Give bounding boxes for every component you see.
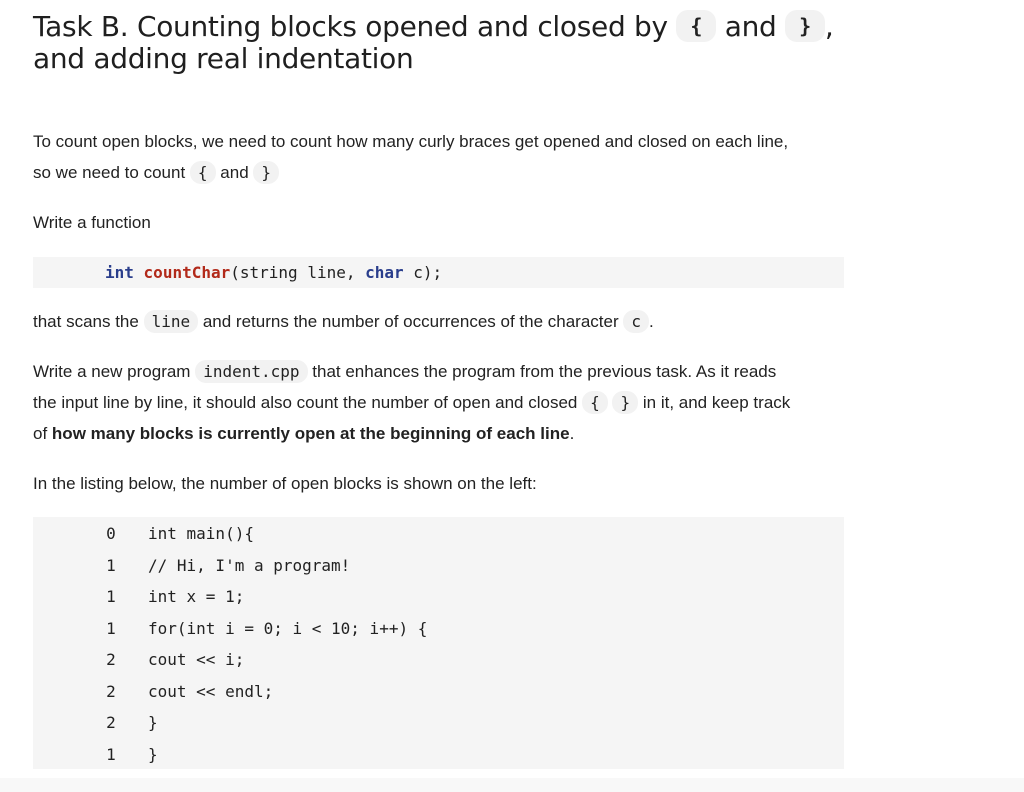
block-count: 1 <box>106 619 116 638</box>
signature-args2: c); <box>403 263 443 282</box>
code-line: // Hi, I'm a program! <box>148 556 351 575</box>
heading-close-brace-code: } <box>785 10 825 42</box>
inline-code-open-brace-2: { <box>582 391 608 414</box>
para4-bold-emphasis: how many blocks is currently open at the beginning of each line <box>51 424 570 443</box>
block-count: 1 <box>106 556 116 575</box>
para1-text1: To count open blocks, we need to count how many curly braces get opened and closed on each line, <box>33 132 789 151</box>
indent-listing-code <box>33 517 844 769</box>
paragraph-listing-intro: In the listing below, the number of open blocks is shown on the left: <box>33 474 537 493</box>
heading-open-brace-code: { <box>676 10 716 42</box>
keyword-int: int <box>105 263 134 282</box>
code-line: cout << endl; <box>148 682 274 701</box>
block-count: 1 <box>106 587 116 606</box>
block-count: 1 <box>106 745 116 764</box>
function-signature-code <box>33 257 844 288</box>
para1-text2: so we need to count <box>33 163 186 182</box>
heading-line2: and adding real indentation <box>33 42 414 75</box>
inline-code-open-brace: { <box>190 161 216 184</box>
code-line: cout << i; <box>148 650 245 669</box>
paragraph-write-function: Write a function <box>33 213 151 232</box>
signature-args1: (string line, <box>230 263 366 282</box>
para3-text1: that scans the <box>33 312 139 331</box>
para4-text2: that enhances the program from the previous task. As it reads <box>312 362 777 381</box>
code-line: for(int i = 0; i < 10; i++) { <box>148 619 428 638</box>
paragraph-scans-line <box>33 306 853 337</box>
keyword-char: char <box>365 263 404 282</box>
para4-text4: in it, and keep track <box>642 393 791 412</box>
para4-text5: of <box>33 424 48 443</box>
inline-code-line: line <box>144 310 199 333</box>
block-count: 2 <box>106 650 116 669</box>
function-name: countChar <box>143 263 231 282</box>
code-line: int x = 1; <box>148 587 245 606</box>
block-count: 0 <box>106 524 116 543</box>
page-bottom-strip <box>0 778 1024 792</box>
heading-and: and <box>724 10 777 43</box>
inline-code-close-brace-2: } <box>612 391 638 414</box>
para4-text3: the input line by line, it should also count the number of open and closed <box>33 393 578 412</box>
inline-code-filename: indent.cpp <box>195 360 307 383</box>
para3-text3: . <box>649 312 654 331</box>
para1-and: and <box>220 163 249 182</box>
heading-comma: , <box>824 10 834 43</box>
para4-text6: . <box>569 424 575 443</box>
inline-code-close-brace: } <box>253 161 279 184</box>
block-count: 2 <box>106 682 116 701</box>
code-line: int main(){ <box>148 524 254 543</box>
task-heading <box>33 10 993 75</box>
block-count: 2 <box>106 713 116 732</box>
paragraph-new-program <box>33 356 863 449</box>
code-line: } <box>148 713 158 732</box>
code-line: } <box>148 745 158 764</box>
inline-code-c: c <box>623 310 649 333</box>
heading-text: Task B. Counting blocks opened and closed by <box>33 10 668 43</box>
para3-text2: and returns the number of occurrences of the character <box>202 312 619 331</box>
paragraph-count-blocks <box>33 126 853 188</box>
para4-text1: Write a new program <box>33 362 191 381</box>
